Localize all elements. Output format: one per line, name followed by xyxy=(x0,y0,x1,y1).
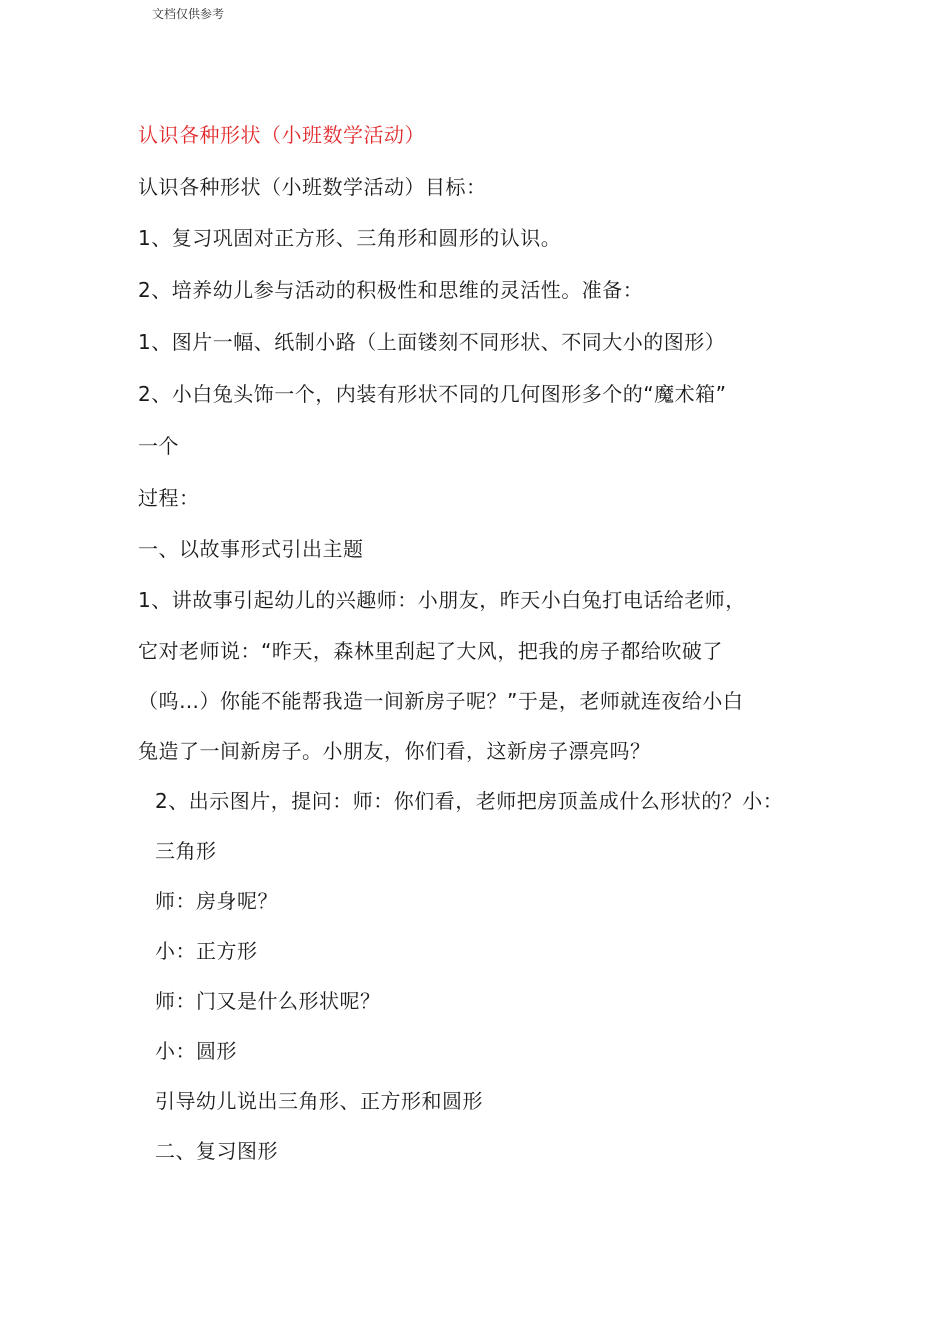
paragraph-line: 1、讲故事引起幼儿的兴趣师：小朋友，昨天小白兔打电话给老师， xyxy=(138,588,746,612)
paragraph-line: 过程： xyxy=(138,486,200,510)
paragraph-line: 三角形 xyxy=(155,839,217,863)
document-title: 认识各种形状（小班数学活动） xyxy=(138,123,425,147)
paragraph-line: 1、复习巩固对正方形、三角形和圆形的认识。 xyxy=(138,226,562,250)
paragraph-line: 一、以故事形式引出主题 xyxy=(138,537,364,561)
paragraph-line: （呜…）你能不能帮我造一间新房子呢？”于是，老师就连夜给小白 xyxy=(138,689,744,713)
paragraph-line: 小：圆形 xyxy=(155,1039,237,1063)
paragraph-line: 兔造了一间新房子。小朋友，你们看，这新房子漂亮吗？ xyxy=(138,739,651,763)
paragraph-line: 2、出示图片，提问：师：你们看，老师把房顶盖成什么形状的？小： xyxy=(155,789,784,813)
paragraph-line: 2、小白兔头饰一个，内装有形状不同的几何图形多个的“魔术箱” xyxy=(138,382,727,406)
paragraph-line: 小：正方形 xyxy=(155,939,258,963)
paragraph-line: 引导幼儿说出三角形、正方形和圆形 xyxy=(155,1089,483,1113)
paragraph-line: 2、培养幼儿参与活动的积极性和思维的灵活性。准备： xyxy=(138,278,644,302)
paragraph-line: 师：房身呢？ xyxy=(155,889,278,913)
paragraph-line: 二、复习图形 xyxy=(155,1139,278,1163)
paragraph-line: 1、图片一幅、纸制小路（上面镂刻不同形状、不同大小的图形） xyxy=(138,330,726,354)
paragraph-line: 它对老师说：“昨天，森林里刮起了大风，把我的房子都给吹破了 xyxy=(138,639,723,663)
paragraph-line: 一个 xyxy=(138,434,179,458)
paragraph-line: 认识各种形状（小班数学活动）目标： xyxy=(138,175,487,199)
watermark-text: 文档仅供参考 xyxy=(152,7,225,21)
paragraph-line: 师：门又是什么形状呢？ xyxy=(155,989,381,1013)
